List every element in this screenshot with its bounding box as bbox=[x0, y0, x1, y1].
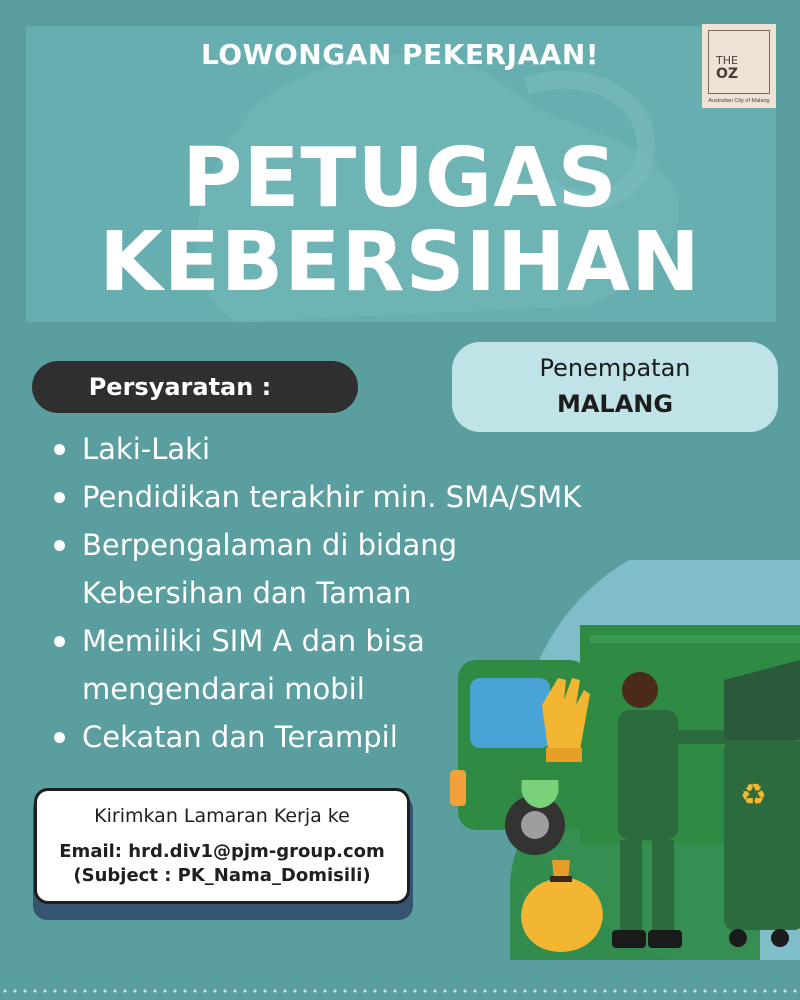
logo-tagline: Australian City of Malang bbox=[708, 98, 770, 104]
requirement-item-continuation: mengendarai mobil bbox=[82, 672, 365, 706]
job-title-line2: KEBERSIHAN bbox=[99, 215, 701, 310]
requirements-heading-pill bbox=[32, 361, 358, 413]
logo-line2: OZ bbox=[716, 66, 739, 82]
placement-city: MALANG bbox=[556, 390, 674, 418]
placement-label: Penempatan bbox=[539, 354, 691, 382]
job-vacancy-subtitle: LOWONGAN PEKERJAAN! bbox=[200, 38, 600, 71]
the-oz-logo bbox=[702, 24, 776, 108]
green-bin bbox=[724, 660, 800, 947]
requirement-item: Cekatan dan Terampil bbox=[54, 713, 614, 761]
requirement-item: Memiliki SIM A dan bisa bbox=[54, 617, 614, 665]
apply-intro: Kirimkan Lamaran Kerja ke bbox=[94, 805, 350, 827]
apply-subject: (Subject : PK_Nama_Domisili) bbox=[73, 865, 371, 886]
dotted-divider bbox=[0, 988, 800, 994]
logo-line1: THE bbox=[716, 54, 738, 67]
requirement-item: Laki-Laki bbox=[54, 425, 614, 473]
requirement-item: Pendidikan terakhir min. SMA/SMK bbox=[54, 473, 614, 521]
apply-email[interactable]: Email: hrd.div1@pjm-group.com bbox=[59, 841, 385, 862]
recycle-icon: ♻ bbox=[740, 778, 767, 813]
garbage-collector-truck-illustration bbox=[440, 560, 800, 960]
requirement-item-continuation: Kebersihan dan Taman bbox=[82, 576, 412, 610]
requirements-heading: Persyaratan : bbox=[88, 373, 272, 401]
job-title-line1: PETUGAS bbox=[182, 131, 618, 226]
apply-box bbox=[34, 788, 410, 904]
requirement-item: Berpengalaman di bidang bbox=[54, 521, 614, 569]
placement-box bbox=[452, 342, 778, 432]
